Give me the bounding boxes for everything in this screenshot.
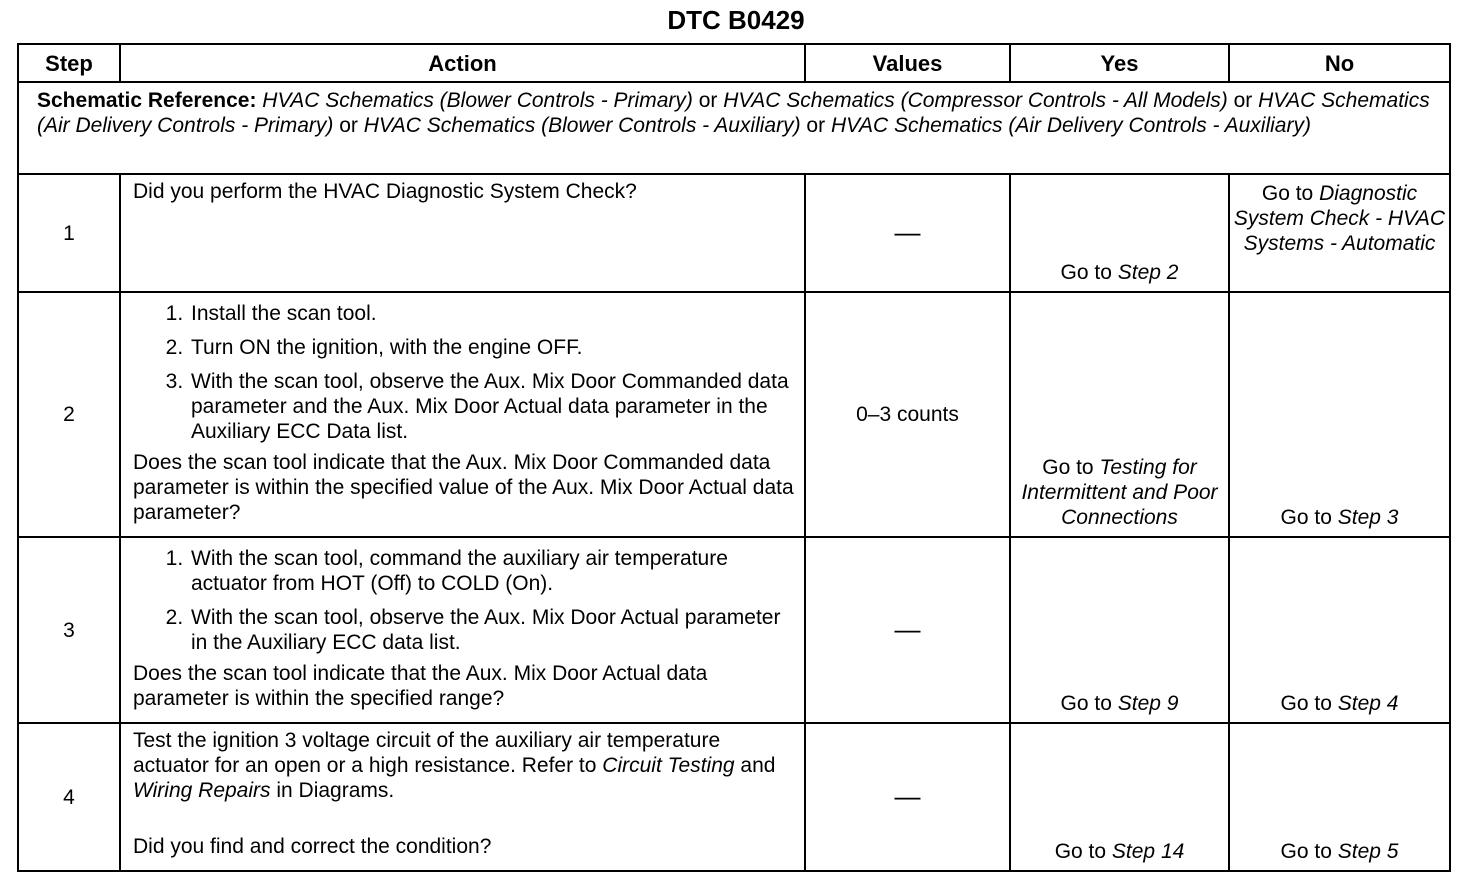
- yes-prefix: Go to: [1060, 261, 1112, 284]
- no-cell: [1229, 174, 1450, 292]
- value-cell: [805, 723, 1010, 871]
- schematic-row: [18, 82, 1450, 174]
- no-target: Step 5: [1337, 840, 1399, 863]
- yes-target: Step 9: [1117, 692, 1179, 715]
- no-prefix: Go to: [1280, 840, 1332, 863]
- header-step: Step: [18, 44, 120, 82]
- value-text: —: [894, 780, 921, 811]
- action-steps: [133, 301, 796, 444]
- diagnostic-table: [17, 43, 1451, 872]
- step-number: 4: [18, 723, 120, 871]
- list-item: 1. With the scan tool, command the auxiliary air temperature actuator from HOT (Off) to COLD (On).: [189, 546, 796, 596]
- list-item: 2. With the scan tool, observe the Aux. Mix Door Actual parameter in the Auxiliary ECC data list.: [189, 605, 796, 655]
- table-row: [18, 292, 1450, 537]
- table-row: [18, 723, 1450, 871]
- or-text: or: [806, 114, 826, 137]
- table-row: [18, 174, 1450, 292]
- action-question: Does the scan tool indicate that the Aux. Mix Door Actual data parameter is within the specified range?: [133, 662, 708, 710]
- list-item: 2. Turn ON the ignition, with the engine OFF.: [189, 335, 796, 360]
- and-text: and: [740, 754, 776, 777]
- no-prefix: Go to: [1261, 182, 1314, 205]
- action-cell: [120, 174, 805, 292]
- header-values: Values: [805, 44, 1010, 82]
- action-text-part: in Diagrams.: [276, 779, 395, 802]
- table-row: [18, 537, 1450, 723]
- no-target: Step 4: [1337, 692, 1399, 715]
- header-action: Action: [120, 44, 805, 82]
- schematic-ref-4: HVAC Schematics (Blower Controls - Auxiliary): [363, 114, 801, 137]
- yes-prefix: Go to: [1060, 692, 1112, 715]
- value-text: 0–3 counts: [856, 403, 959, 426]
- yes-target: Testing for Intermittent and Poor Connections: [1021, 456, 1218, 529]
- action-question: Does the scan tool indicate that the Aux. Mix Door Commanded data parameter is within the specified value of the Aux. Mix Door Actual data parameter?: [133, 451, 794, 524]
- yes-prefix: Go to: [1054, 840, 1107, 863]
- or-text: or: [339, 114, 358, 137]
- action-text: [133, 728, 796, 803]
- header-yes: Yes: [1010, 44, 1229, 82]
- value-text: —: [894, 613, 921, 644]
- action-steps: [133, 546, 796, 655]
- no-target: Diagnostic System Check - HVAC Systems - Automatic: [1233, 182, 1446, 255]
- value-text: —: [894, 216, 921, 247]
- action-cell: [120, 537, 805, 723]
- list-item: 1. Install the scan tool.: [189, 301, 796, 326]
- schematic-ref-5: HVAC Schematics (Air Delivery Controls - Auxiliary): [830, 114, 1311, 137]
- or-text: or: [698, 89, 718, 112]
- schematic-reference: [18, 82, 1450, 174]
- value-cell: [805, 537, 1010, 723]
- schematic-ref-2: HVAC Schematics (Compressor Controls - All Models): [723, 89, 1228, 112]
- yes-cell: [1010, 537, 1229, 723]
- schematic-ref-3: HVAC Schematics (Air Delivery Controls - Primary): [37, 89, 1430, 137]
- value-cell: [805, 292, 1010, 537]
- no-cell: [1229, 292, 1450, 537]
- step-number: 3: [18, 537, 120, 723]
- yes-prefix: Go to: [1042, 456, 1094, 479]
- schematic-label: Schematic Reference:: [37, 89, 257, 112]
- page-title: DTC B0429: [667, 5, 805, 35]
- circuit-testing-reference: Circuit Testing: [602, 754, 735, 777]
- action-text-part: Test the ignition 3 voltage circuit of the auxiliary air temperature actuator for an open or a high resistance. Refer to: [133, 729, 721, 777]
- action-cell: [120, 723, 805, 871]
- no-cell: [1229, 537, 1450, 723]
- action-question: Did you perform the HVAC Diagnostic System Check?: [133, 180, 637, 203]
- yes-target: Step 2: [1117, 261, 1179, 284]
- schematic-ref-1: HVAC Schematics (Blower Controls - Primary): [262, 89, 693, 112]
- yes-target: Step 14: [1111, 840, 1185, 863]
- yes-cell: [1010, 723, 1229, 871]
- step-number: 2: [18, 292, 120, 537]
- action-cell: [120, 292, 805, 537]
- header-no: No: [1229, 44, 1450, 82]
- list-item: 3. With the scan tool, observe the Aux. Mix Door Commanded data parameter and the Aux. Mix Door Actual data parameter in the Auxiliary ECC Data list.: [189, 369, 796, 444]
- no-prefix: Go to: [1280, 506, 1332, 529]
- value-cell: [805, 174, 1010, 292]
- yes-cell: [1010, 174, 1229, 292]
- yes-cell: [1010, 292, 1229, 537]
- no-prefix: Go to: [1280, 692, 1332, 715]
- wiring-repairs-reference: Wiring Repairs: [133, 779, 271, 802]
- no-target: Step 3: [1337, 506, 1399, 529]
- action-question: Did you find and correct the condition?: [133, 835, 492, 858]
- step-number: 1: [18, 174, 120, 292]
- no-cell: [1229, 723, 1450, 871]
- or-text: or: [1233, 89, 1253, 112]
- header-row: [18, 44, 1450, 82]
